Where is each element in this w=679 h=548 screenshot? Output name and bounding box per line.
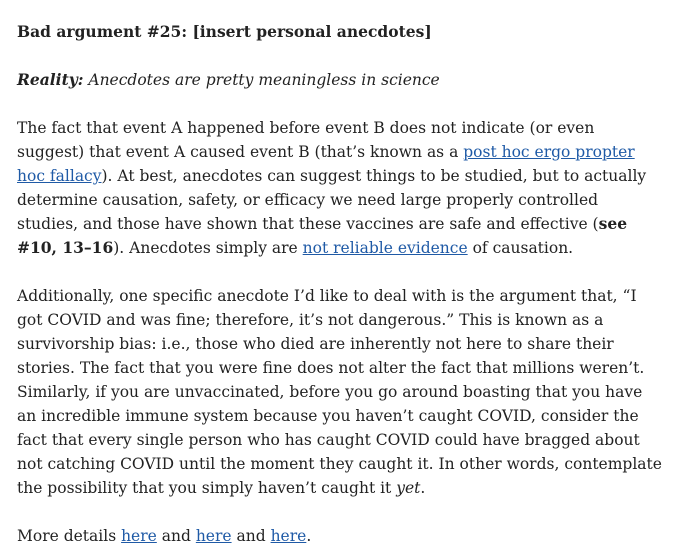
- details-and-1: and: [156, 527, 196, 545]
- para1-text-3: ). Anecdotes simply are: [113, 239, 303, 257]
- paragraph-survivorship-bias: [17, 284, 663, 500]
- post-hoc-fallacy-link[interactable]: post hoc ergo propter hoc fallacy: [17, 143, 635, 185]
- details-link-2[interactable]: here: [195, 527, 232, 545]
- yet-emphasis: yet: [396, 479, 421, 497]
- reality-text: Anecdotes are pretty meaningless in science: [83, 71, 440, 89]
- para1-text-2: ). At best, anecdotes can suggest things to be studied, but to actually determine causation, safety, or efficacy we need large properly controlled studies, and those have shown that these vaccines are safe and effective (: [17, 167, 647, 233]
- details-suffix: .: [306, 527, 312, 545]
- reality-line: [17, 68, 663, 92]
- details-link-1[interactable]: here: [121, 527, 157, 545]
- paragraph-anecdotes: [17, 116, 663, 260]
- para1-text-4: of causation.: [467, 239, 574, 257]
- see-references: see #10, 13–16: [17, 214, 628, 257]
- para1-text-1: The fact that event A happened before event B does not indicate (or even suggest) that event A caused event B (that’s known as a: [17, 119, 595, 161]
- reality-label: Reality:: [17, 70, 84, 89]
- para2-text-1: Additionally, one specific anecdote I’d like to deal with is the argument that, “I got COVID and was fine; therefore, it’s not dangerous.” This is known as a survivorship bias: i.e., those who died are inherently not here to share their stories. The fact that you were fine does not alter the fact that millions weren’t. Similarly, if you are unvaccinated, before you go around boasting that you have an incredible immune system because you haven’t caught COVID, consider the fact that every single person who has caught COVID could have bragged about not catching COVID until the moment they caught it. In other words, contemplate the possibility that you simply haven’t caught it: [17, 287, 662, 497]
- details-link-3[interactable]: here: [270, 527, 307, 545]
- argument-heading: Bad argument #25: [insert personal anecdotes]: [17, 22, 432, 41]
- not-reliable-evidence-link[interactable]: not reliable evidence: [302, 239, 468, 257]
- details-prefix: More details: [17, 527, 122, 545]
- more-details-line: [17, 524, 663, 548]
- para2-text-2: .: [420, 479, 426, 497]
- details-and-2: and: [231, 527, 271, 545]
